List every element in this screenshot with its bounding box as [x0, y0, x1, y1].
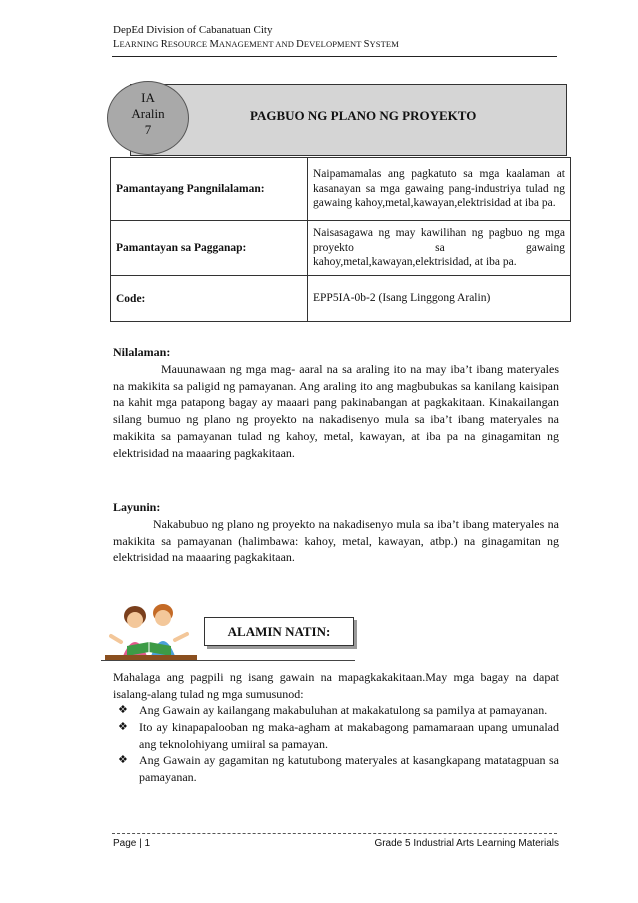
standard-value: Naisasagawa ng may kawilihan ng pagbuo ng mga proyekto sa gawaing kahoy,metal,kawayan,elektrisidad, at iba pa.	[308, 221, 571, 276]
header-system-part: R	[160, 39, 168, 50]
children-reading-illustration	[101, 596, 201, 662]
standard-value: EPP5IA-0b-2 (Isang Linggong Aralin)	[308, 276, 571, 322]
standard-value: Naipamamalas ang pagkatuto sa mga kaalaman at kasanayan sa mga gawaing pang-industriya tulad ng gawaing kahoy,metal,kawayan,elektrisidad at iba pa.	[308, 158, 571, 221]
nilalaman-heading: Nilalaman:	[113, 345, 171, 359]
intro-paragraph: Mahalaga ang pagpili ng isang gawain na mapagkakakitaan.May mga bagay na dapat isalang-alang tulad ng mga sumusunod:	[113, 670, 559, 701]
page-number: Page | 1	[113, 838, 151, 849]
nilalaman-body-wrap	[113, 361, 559, 462]
lesson-badge-text	[107, 90, 189, 138]
list-item	[113, 719, 559, 753]
footer-divider	[112, 833, 557, 834]
badge-line: IA	[141, 90, 155, 105]
list-item	[113, 702, 559, 719]
standard-label: Pamantayang Pangnilalaman:	[111, 158, 308, 221]
header-system	[113, 39, 399, 50]
header-system-part: EARNING	[119, 39, 161, 49]
lesson-title: PAGBUO NG PLANO NG PROYEKTO	[250, 108, 477, 123]
diamond-bullet-icon: ❖	[118, 753, 128, 767]
alamin-divider	[101, 660, 355, 661]
list-item-text: Ang Gawain ay kailangang makabuluhan at makakatulong sa pamilya at pamayanan.	[139, 703, 548, 717]
list-item-text: Ito ay kinapapalooban ng maka-agham at makabagong pamamaraan upang umunalad ang teknolohiyang umiiral sa pamayan.	[139, 719, 559, 751]
badge-line: Aralin	[131, 106, 165, 121]
table-row	[111, 221, 571, 276]
nilalaman-section	[113, 344, 559, 462]
table-row	[111, 276, 571, 322]
header-system-part: M	[209, 39, 219, 50]
layunin-section	[113, 499, 559, 566]
list-item-text: Ang Gawain ay gagamitan ng katutubong materyales at kasangkapang matatagpuan sa pamayanan.	[139, 753, 559, 785]
footer-title: Grade 5 Industrial Arts Learning Materials	[374, 838, 559, 849]
badge-line: 7	[144, 122, 152, 137]
header-org: DepEd Division of Cabanatuan City	[113, 24, 273, 36]
standards-table	[110, 157, 571, 322]
header-divider	[112, 56, 557, 57]
layunin-body: Nakabubuo ng plano ng proyekto na nakadisenyo mula sa iba’t ibang materyales na makikita sa pamayanan (halimbawa: kahoy, metal, kawayan, atbp.) na ginagamitan ng elektrisidad na maaaring pagkakitaan.	[113, 516, 559, 565]
diamond-bullet-icon: ❖	[118, 719, 128, 733]
layunin-heading: Layunin:	[113, 500, 161, 514]
header-system-part: L	[113, 39, 120, 50]
header-system-part: EVELOPMENT	[303, 39, 364, 49]
header-system-part: S	[363, 39, 370, 50]
nilalaman-body: Mauunawaan ng mga mag- aaral na sa araling ito na may iba’t ibang materyales na makikita sa paligid ng pamayanan. Ang araling ito ang magbubukas sa kanilang kaisipan na kahit mga patapong bagay ay maaari pang pakinabangan at pagkakitaan. Kinakailangan silang bumuo ng plano ng proyekto na nakadisenyo mula sa iba’t ibang materyales na makikita sa pamayanan tulad ng kahoy, metal, kawayan, at iba pa na ginagamitan ng elektrisidad na maaaring pagkakitaan.	[113, 361, 559, 460]
header-system-part: YSTEM	[369, 39, 399, 49]
table-row	[111, 158, 571, 221]
header-system-part: ANAGEMENT AND	[218, 39, 297, 49]
diamond-bullet-icon: ❖	[118, 703, 128, 716]
standard-label: Pamantayan sa Pagganap:	[111, 221, 308, 276]
header-system-part: D	[296, 39, 304, 50]
criteria-list	[113, 702, 559, 786]
layunin-body-wrap	[113, 516, 559, 566]
list-item	[113, 752, 559, 786]
alamin-natin-box: ALAMIN NATIN:	[204, 617, 354, 646]
header-system-part: ESOURCE	[167, 39, 210, 49]
standard-label: Code:	[111, 276, 308, 322]
